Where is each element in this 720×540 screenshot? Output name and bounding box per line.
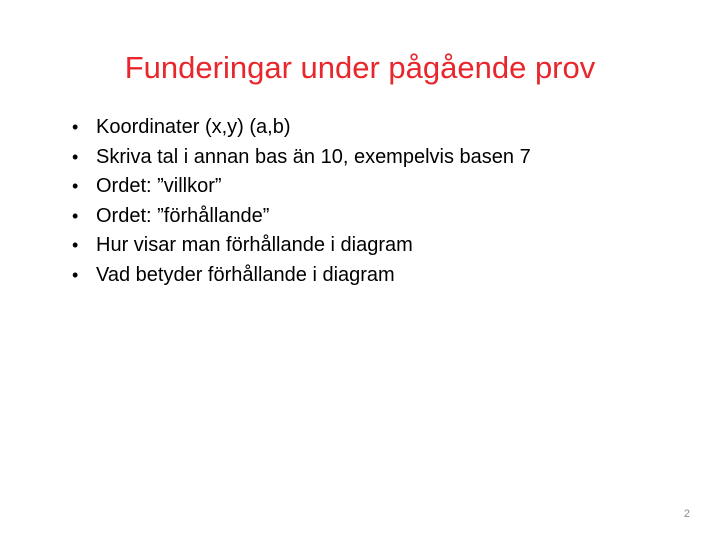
bullet-icon: •: [72, 264, 79, 285]
bullet-icon: •: [72, 176, 79, 197]
bullet-list: [72, 116, 692, 294]
bullet-text: Skriva tal i annan bas än 10, exempelvis basen 7: [96, 145, 531, 168]
bullet-icon: •: [72, 146, 79, 167]
list-item: [72, 146, 692, 176]
list-item: [72, 175, 692, 205]
bullet-icon: •: [72, 205, 79, 226]
bullet-icon: •: [72, 235, 79, 256]
bullet-icon: •: [72, 117, 79, 137]
bullet-text: Ordet: ”villkor”: [96, 175, 222, 198]
bullet-text: Vad betyder förhållande i diagram: [96, 263, 395, 286]
bullet-text: Ordet: ”förhållande”: [96, 204, 270, 227]
slide-title: Funderingar under pågående prov: [124, 50, 596, 85]
bullet-text: Hur visar man förhållande i diagram: [96, 234, 413, 257]
page-number: 2: [683, 508, 690, 520]
list-item: [72, 264, 692, 294]
list-item: [72, 116, 692, 146]
bullet-text: Koordinater (x,y) (a,b): [96, 116, 291, 138]
list-item: [72, 234, 692, 264]
list-item: [72, 205, 692, 235]
